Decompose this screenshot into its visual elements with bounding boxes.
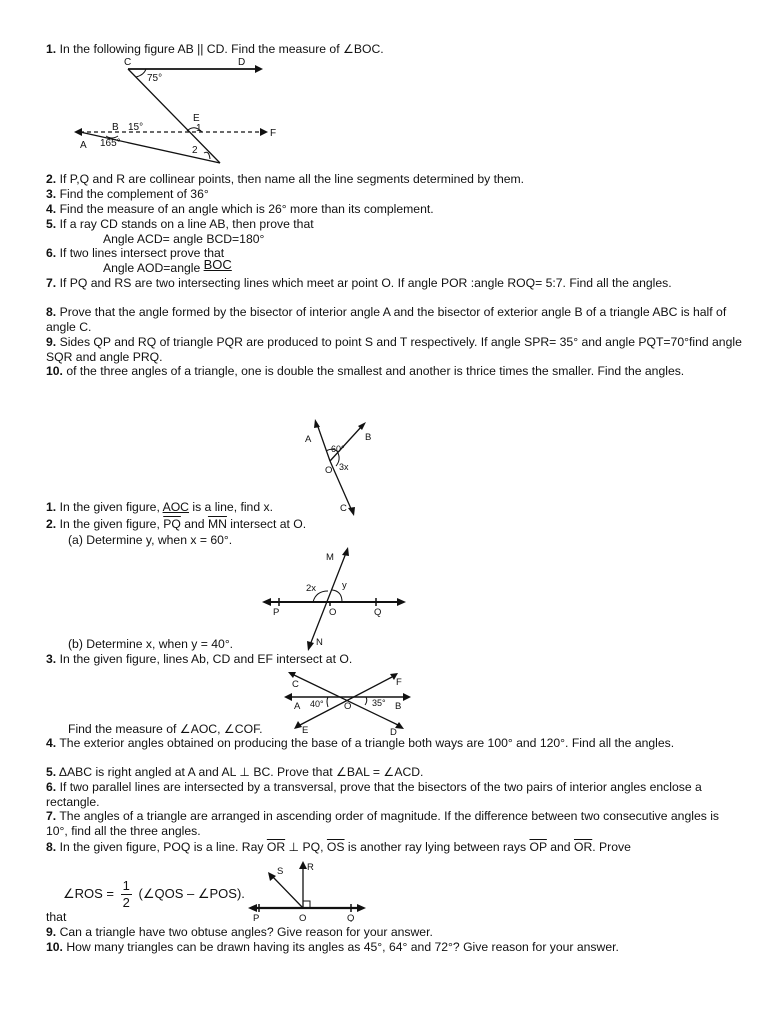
fraction-numerator: 1 [122,878,130,893]
question-number: 8. [46,840,57,854]
s2-question-5 [46,765,744,780]
fig2-label-c: C [340,503,347,514]
question-text: of the three angles of a triangle, one is double the smallest and another is thrice times the smaller. Find the angles. [66,364,685,378]
fig2-label-o: O [325,465,333,476]
s2-question-2 [46,517,744,532]
question-text: Can a triangle have two obtuse angles? Give reason for your answer. [59,925,433,939]
question-4 [46,202,744,217]
question-text: If a ray CD stands on a line AB, then prove that [59,217,314,231]
question-number: 1. [46,500,57,514]
fig1-label-1: 1 [196,123,202,134]
question-text: In the given figure, lines Ab, CD and EF intersect at O. [59,652,353,666]
question-text: ΔABC is right angled at A and AL ⊥ BC. Prove that ∠BAL = ∠ACD. [58,765,424,779]
question-text: If two parallel lines are intersected by a transversal, prove that the bisectors of the two pairs of interior angles enclose a rectangle. [46,780,702,809]
fig2-label-a: A [305,434,312,445]
question-text: intersect at O. [226,517,307,531]
question-text: is another ray lying between rays [344,840,530,854]
fraction-denominator: 2 [122,895,130,910]
fig1-angle-15: 15° [128,122,144,133]
fig1-label-c: C [124,57,132,68]
line-pq: $\overline{PQ}$ [163,517,181,531]
question-number: 6. [46,780,57,794]
fig1-angle-165: 165° [100,138,121,149]
fig3-label-q: Q [374,607,382,618]
q8-formula [63,878,245,911]
question-text: In the following figure AB || CD. Find the measure of ∠BOC. [59,42,384,56]
s2-question-4 [46,736,744,751]
question-text: is a line, find x. [188,500,273,514]
question-text: Sides QP and RQ of triangle PQR are produced to point S and T respectively. If angle SPR= 35° and angle PQT=70°find angle SQR and angle PRQ. [46,335,742,364]
question-9 [46,335,744,364]
question-number: 9. [46,335,57,349]
formula-rhs: (∠QOS – ∠POS). [138,885,245,901]
fig2-label-b: B [365,432,372,443]
q8-that: that [46,910,67,924]
question-number: 8. [46,305,57,319]
fraction-half [121,878,132,911]
ray-or: $\overline{OR}$ [573,840,593,854]
question-text: If PQ and RS are two intersecting lines which meet ar point O. If angle POR :angle ROQ= 5:7. Find all the angles. [59,276,672,290]
question-number: 10. [46,364,63,378]
question-5 [46,217,744,232]
ray-op: $\overline{OP}$ [529,840,547,854]
fig1-angle-75: 75° [147,73,163,84]
fig4-label-b: B [395,701,402,712]
question-8 [46,305,744,334]
fig3-label-y: y [342,580,347,591]
statement-text: Angle AOD=angle [103,261,204,275]
s2-question-9 [46,925,744,940]
fig4-label-c: C [292,679,299,690]
fig1-label-f: F [270,128,277,139]
question-2 [46,172,744,187]
question-7 [46,276,744,291]
question-number: 6. [46,246,57,260]
ray-or: $\overline{OR}$ [266,840,286,854]
question-text: . Prove [592,840,631,854]
s2-question-8 [46,840,744,855]
fig5-label-s: S [277,866,284,877]
formula-lhs: ∠ROS = [63,885,118,901]
s2-question-1 [46,500,744,515]
question-text: How many triangles can be drawn having its angles as 45°, 64° and 72°? Give reason for your answer. [66,940,619,954]
s2-question-10 [46,940,744,955]
fig4-label-a: A [294,701,301,712]
question-text: and [546,840,574,854]
s2-question-7 [46,809,744,838]
question-number: 4. [46,736,57,750]
question-number: 3. [46,652,57,666]
fig1-label-e: E [193,113,200,124]
fig4-label-e: E [302,725,309,735]
fig1-label-b: B [112,122,119,133]
question-text: Find the measure of an angle which is 26° more than its complement. [59,202,434,216]
question-text: In the given figure, [59,500,163,514]
question-number: 10. [46,940,63,954]
angle-boc: BOC [203,257,232,272]
fig3-label-n: N [316,637,323,648]
question-number: 2. [46,172,57,186]
fig3-label-p: P [273,607,280,618]
fig4-angle-40: 40° [310,699,324,709]
fig4-label-f: F [396,677,402,688]
question-1 [46,42,744,57]
question-text: Prove that the angle formed by the bisector of interior angle A and the bisector of exterior angle B of a triangle ABC is half of angle C. [46,305,727,334]
question-10 [46,364,744,379]
question-text: The angles of a triangle are arranged in ascending order of magnitude. If the difference between two consecutive angles is 10°, find all the three angles. [46,809,720,838]
question-text: If P,Q and R are collinear points, then name all the line segments determined by them. [59,172,525,186]
question-number: 2. [46,517,57,531]
fig3-label-o: O [329,607,337,618]
question-text: and [180,517,208,531]
question-5-statement: Angle ACD= angle BCD=180° [103,232,265,246]
question-number: 3. [46,187,57,201]
question-text: The exterior angles obtained on producing the base of a triangle both ways are 100° and 120°. Find all the angles. [59,736,675,750]
fig3-label-2x: 2x [306,583,317,594]
fig1-label-a: A [80,140,87,151]
fig2-angle-3x: 3x [339,462,349,472]
fig4-label-o: O [344,701,352,712]
fig4-angle-35: 35° [372,698,386,708]
question-6-statement [103,257,232,276]
fig5-label-r: R [307,862,314,873]
line-aoc: AOC [162,500,189,514]
line-mn: $\overline{MN}$ [207,517,227,531]
question-number: 4. [46,202,57,216]
question-number: 7. [46,276,57,290]
question-number: 5. [46,765,57,779]
fig1-label-2: 2 [192,145,198,156]
s2-question-6 [46,780,744,809]
fig3-label-m: M [326,552,334,563]
question-text: In the given figure, POQ is a line. Ray [59,840,267,854]
fig5-label-p: P [253,913,260,922]
question-text: ⊥ PQ, [285,840,327,854]
question-6 [46,246,744,261]
s2-question-3-sub: Find the measure of ∠AOC, ∠COF. [68,722,263,736]
fig1-label-d: D [238,57,246,68]
question-number: 5. [46,217,57,231]
s2-question-2a: (a) Determine y, when x = 60°. [68,533,233,547]
s2-question-2b: (b) Determine x, when y = 40°. [68,637,234,651]
question-number: 7. [46,809,57,823]
question-text: Find the complement of 36° [59,187,209,201]
question-number: 1. [46,42,57,56]
figure-parallel-lines [70,56,290,168]
question-text: In the given figure, [59,517,164,531]
question-3 [46,187,744,202]
question-text: If two lines intersect prove that [59,246,225,260]
fig2-angle-60: 60° [331,444,345,454]
fig5-label-o: O [299,913,307,922]
question-number: 9. [46,925,57,939]
fig5-label-q: Q [347,913,355,922]
ray-os: $\overline{OS}$ [326,840,345,854]
fig4-label-d: D [390,727,397,735]
